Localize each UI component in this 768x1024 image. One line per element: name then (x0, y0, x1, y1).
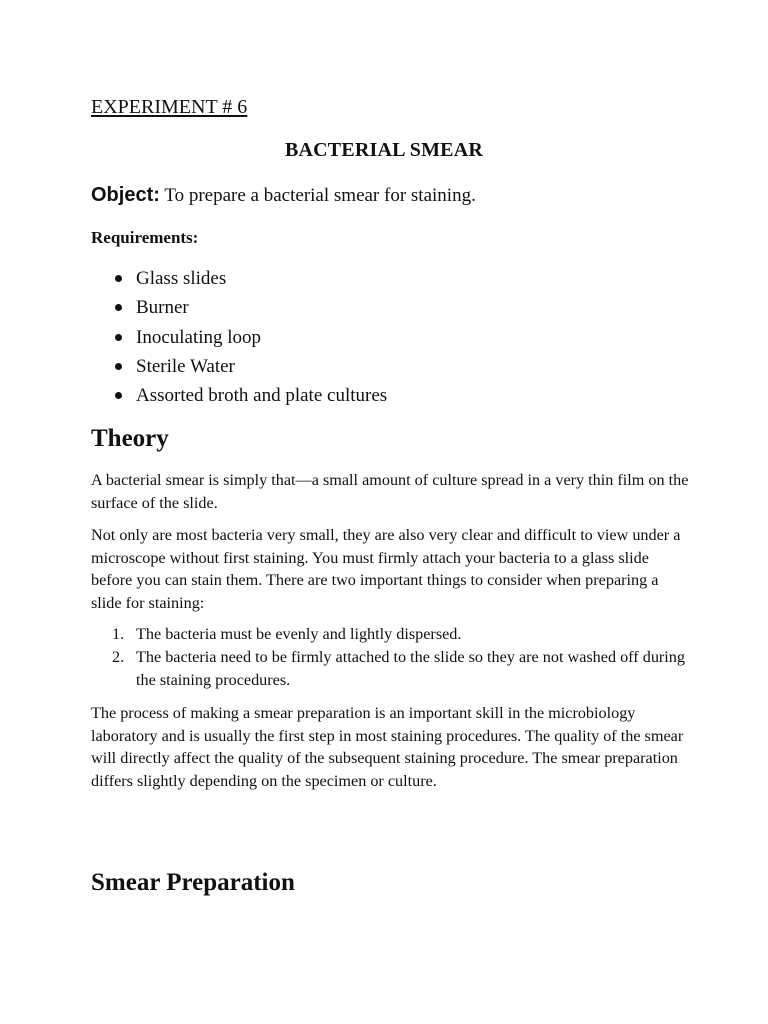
list-item (91, 623, 691, 646)
bullet-icon (115, 392, 122, 399)
consideration-text: The bacteria must be evenly and lightly dispersed. (136, 625, 462, 643)
requirement-text: Inoculating loop (136, 326, 262, 348)
list-item (91, 646, 691, 692)
theory-heading: Theory (91, 425, 169, 452)
requirements-heading: Requirements: (91, 228, 199, 247)
list-item (91, 381, 387, 410)
theory-paragraph-1: A bacterial smear is simply that—a small amount of culture spread in a very thin film on the surface of the slide. (91, 471, 689, 512)
consideration-text: The bacteria need to be firmly attached to the slide so they are not washed off during the staining procedures. (136, 648, 685, 689)
list-item (91, 293, 387, 322)
list-number: 2. (112, 648, 125, 666)
bullet-icon (115, 363, 122, 370)
list-item (91, 323, 387, 352)
considerations-list (91, 623, 691, 692)
experiment-heading: EXPERIMENT # 6 (91, 96, 248, 118)
theory-paragraph-2: Not only are most bacteria very small, they are also very clear and difficult to view under a microscope without first staining. You must firmly attach your bacteria to a glass slide before you can stain them. There are two important things to consider when preparing a slide for staining: (91, 526, 681, 612)
theory-paragraph-3: The process of making a smear preparation is an important skill in the microbiology laboratory and is usually the first step in most staining procedures. The quality of the smear will directly affect the quality of the subsequent staining procedure. The smear preparation differs slightly depending on the specimen or culture. (91, 704, 684, 790)
object-label: Object: (91, 184, 160, 206)
requirement-text: Sterile Water (136, 355, 235, 377)
requirements-list (91, 264, 387, 410)
page-title: BACTERIAL SMEAR (284, 139, 484, 161)
list-number: 1. (112, 625, 125, 643)
smear-preparation-heading: Smear Preparation (91, 869, 295, 896)
list-item (91, 264, 387, 293)
bullet-icon (115, 304, 122, 311)
bullet-icon (115, 275, 122, 282)
object-text: To prepare a bacterial smear for staining. (164, 185, 476, 206)
requirement-text: Assorted broth and plate cultures (136, 385, 388, 407)
object-statement (91, 181, 476, 210)
requirement-text: Burner (136, 297, 189, 319)
list-item (91, 352, 387, 381)
bullet-icon (115, 334, 122, 341)
requirement-text: Glass slides (136, 268, 227, 289)
